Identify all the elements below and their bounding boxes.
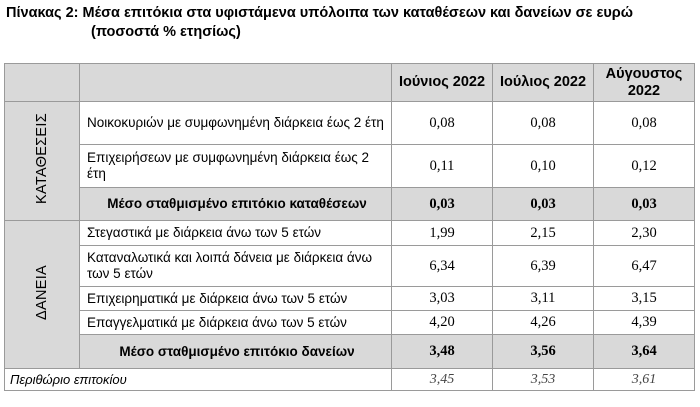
header-corner-empty xyxy=(5,64,80,102)
value-cell: 0,03 xyxy=(493,188,594,221)
loans-section-label: ΔΑΝΕΙΑ xyxy=(34,264,50,320)
value-cell: 0,08 xyxy=(493,102,594,145)
value-cell: 0,12 xyxy=(594,145,695,188)
value-cell: 3,15 xyxy=(594,287,695,311)
row-label: Επαγγελματικά με διάρκεια άνω των 5 ετών xyxy=(80,311,392,335)
value-cell: 3,45 xyxy=(392,369,493,391)
header-month-june: Ιούνιος 2022 xyxy=(392,64,493,102)
value-cell: 6,34 xyxy=(392,246,493,287)
table-title xyxy=(6,4,696,42)
value-cell: 2,15 xyxy=(493,221,594,246)
table-row xyxy=(5,221,695,246)
deposits-section-label: ΚΑΤΑΘΕΣΕΙΣ xyxy=(34,113,50,204)
header-label-empty xyxy=(80,64,392,102)
value-cell: 1,99 xyxy=(392,221,493,246)
table-row xyxy=(5,102,695,145)
value-cell: 4,26 xyxy=(493,311,594,335)
row-label: Καταναλωτικά και λοιπά δάνεια με διάρκεια άνω των 5 ετών xyxy=(80,246,392,287)
value-cell: 0,03 xyxy=(392,188,493,221)
header-month-august: Αύγουστος 2022 xyxy=(594,64,695,102)
value-cell: 3,64 xyxy=(594,335,695,369)
loans-section-cell xyxy=(5,221,80,369)
value-cell: 3,56 xyxy=(493,335,594,369)
value-cell: 3,11 xyxy=(493,287,594,311)
table-row xyxy=(5,287,695,311)
interest-rates-table xyxy=(4,63,695,391)
table-row xyxy=(5,246,695,287)
row-label: Νοικοκυριών με συμφωνημένη διάρκεια έως 2 έτη xyxy=(80,102,392,145)
title-line-1: Πίνακας 2: Μέσα επιτόκια στα υφιστάμενα υπόλοιπα των καταθέσεων και δανείων σε ευρώ xyxy=(6,5,634,21)
title-line-2: (ποσοστά % ετησίως) xyxy=(91,24,241,40)
interest-margin-label: Περιθώριο επιτοκίου xyxy=(5,369,392,391)
value-cell: 6,39 xyxy=(493,246,594,287)
row-label: Επιχειρηματικά με διάρκεια άνω των 5 ετών xyxy=(80,287,392,311)
table-row xyxy=(5,145,695,188)
value-cell: 3,48 xyxy=(392,335,493,369)
value-cell: 6,47 xyxy=(594,246,695,287)
row-label: Επιχειρήσεων με συμφωνημένη διάρκεια έως 2 έτη xyxy=(80,145,392,188)
loans-weighted-average-row xyxy=(5,335,695,369)
value-cell: 0,08 xyxy=(392,102,493,145)
deposits-section-cell xyxy=(5,102,80,221)
weighted-average-label: Μέσο σταθμισμένο επιτόκιο δανείων xyxy=(80,335,392,369)
value-cell: 3,61 xyxy=(594,369,695,391)
value-cell: 0,10 xyxy=(493,145,594,188)
value-cell: 3,53 xyxy=(493,369,594,391)
value-cell: 2,30 xyxy=(594,221,695,246)
header-month-july: Ιούλιος 2022 xyxy=(493,64,594,102)
deposits-weighted-average-row xyxy=(5,188,695,221)
value-cell: 0,03 xyxy=(594,188,695,221)
table-row xyxy=(5,311,695,335)
value-cell: 0,08 xyxy=(594,102,695,145)
value-cell: 0,11 xyxy=(392,145,493,188)
interest-margin-row xyxy=(5,369,695,391)
value-cell: 4,39 xyxy=(594,311,695,335)
value-cell: 3,03 xyxy=(392,287,493,311)
weighted-average-label: Μέσο σταθμισμένο επιτόκιο καταθέσεων xyxy=(80,188,392,221)
header-row xyxy=(5,64,695,102)
value-cell: 4,20 xyxy=(392,311,493,335)
row-label: Στεγαστικά με διάρκεια άνω των 5 ετών xyxy=(80,221,392,246)
